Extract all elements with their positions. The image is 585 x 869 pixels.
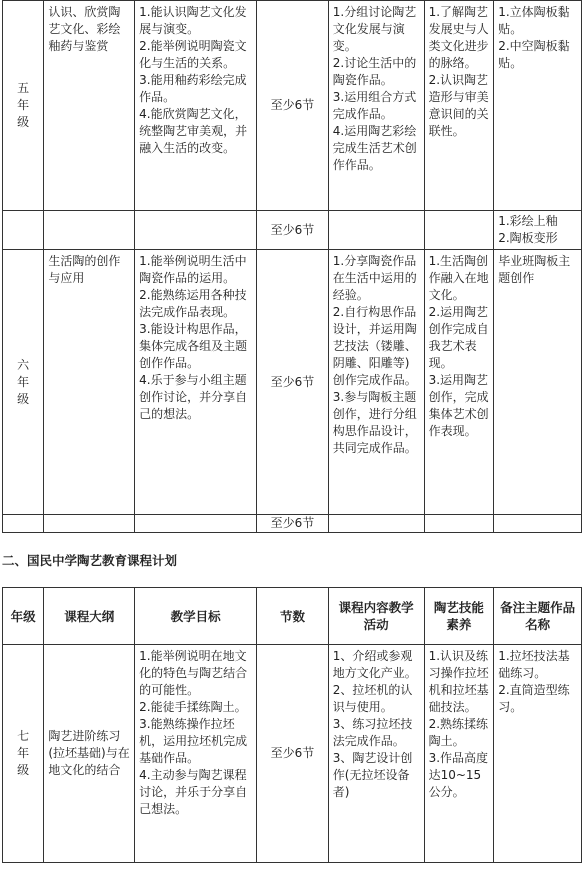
header-outline: 课程大纲	[44, 588, 135, 645]
header-activities: 课程内容教学活动	[328, 588, 424, 645]
hours-cell: 至少6节	[257, 250, 329, 515]
outline-cell: 生活陶的创作与应用	[44, 250, 135, 515]
goals-cell: 1.能举例说明生活中陶瓷作品的运用。 2.能熟练运用各种技法完成作品表现。 3.能设计构思作品，集体完成各组及主题创作作品。 4.乐于参与小组主题创作讨论，并分享自己的想法。	[135, 250, 257, 515]
goals-cell: 1.能举例说明在地文化的特色与陶艺结合的可能性。 2.能徒手揉练陶土。 3.能熟练操作拉坯机，运用拉坯机完成基础作品。 4.主动参与陶艺课程讨论，并乐于分享自己想法。	[135, 645, 257, 863]
grade-cell: 七 年 级	[3, 645, 44, 863]
activities-cell: 1.分享陶瓷作品在生活中运用的经验。 2.自行构思作品设计，并运用陶艺技法（镂雕、阴雕、阳雕等)创作完成作品。 3.参与陶板主题创作，进行分组构思作品设计，共同完成作品。	[328, 250, 424, 515]
header-row	[3, 588, 582, 645]
outline-cell: 陶艺进阶练习(拉坯基础)与在地文化的结合	[44, 645, 135, 863]
hours-cell: 至少6节	[257, 515, 329, 533]
section-heading: 二、国民中学陶艺教育课程计划	[2, 553, 178, 568]
activities-cell: 1.分组讨论陶艺文化发展与演变。 2.讨论生活中的陶瓷作品。 3.运用组合方式完成作品。 4.运用陶艺彩绘完成生活艺术创作作品。	[328, 1, 424, 211]
notes-cell: 1.彩绘上釉 2.陶板变形	[494, 211, 582, 250]
goals-cell: 1.能认识陶艺文化发展与演变。 2.能举例说明陶瓷文化与生活的关系。 3.能用釉药彩绘完成作品。 4.能欣赏陶艺文化，统整陶艺审美观，并融入生活的改变。	[135, 1, 257, 211]
header-grade: 年级	[3, 588, 44, 645]
outline-cell: 认识、欣赏陶艺文化、彩绘釉药与鉴赏	[44, 1, 135, 211]
activities-cell: 1、介绍或参观地方文化产业。 2、拉坯机的认识与使用。 3、练习拉坯技法完成作品。 3、陶艺设计创作(无拉坯设备者)	[328, 645, 424, 863]
notes-cell: 毕业班陶板主题创作	[494, 250, 582, 515]
notes-cell: 1.拉坯技法基础练习。 2.直筒造型练习。	[494, 645, 582, 863]
table-row	[3, 515, 582, 533]
table-row	[3, 211, 582, 250]
header-hours: 节数	[257, 588, 329, 645]
header-skills: 陶艺技能素养	[424, 588, 494, 645]
grade-cell: 六 年 级	[3, 250, 44, 515]
hours-cell: 至少6节	[257, 211, 329, 250]
skills-cell: 1.生活陶创作融入在地文化。 2.运用陶艺创作完成自我艺术表现。 3.运用陶艺创作，完成集体艺术创作表现。	[424, 250, 494, 515]
hours-cell: 至少6节	[257, 1, 329, 211]
header-notes: 备注主题作品名称	[494, 588, 582, 645]
table-row	[3, 250, 582, 515]
header-goals: 教学目标	[135, 588, 257, 645]
table-row	[3, 1, 582, 211]
notes-cell: 1.立体陶板黏贴。 2.中空陶板黏贴。	[494, 1, 582, 211]
skills-cell: 1.了解陶艺发展史与人类文化进步的脉络。 2.认识陶艺造形与审美意识间的关联性。	[424, 1, 494, 211]
grade-cell: 五 年 级	[3, 1, 44, 211]
skills-cell: 1.认识及练习操作拉坯机和拉坯基础技法。 2.熟练揉练陶土。 3.作品高度达10~15公分。	[424, 645, 494, 863]
curriculum-table-elementary	[2, 0, 582, 533]
hours-cell: 至少6节	[257, 645, 329, 863]
table-row	[3, 645, 582, 863]
curriculum-table-junior-high	[2, 587, 582, 863]
